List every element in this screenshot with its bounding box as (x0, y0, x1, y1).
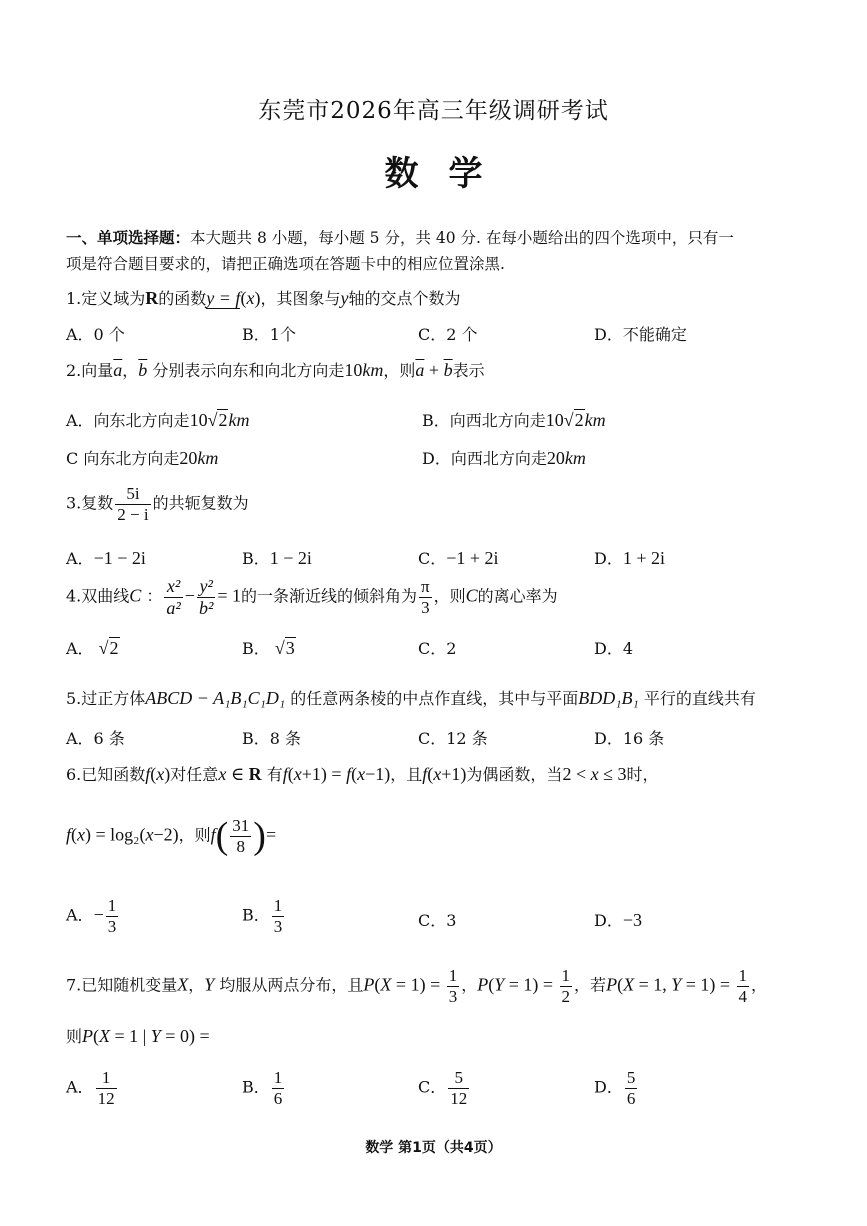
q4-option-a: A． √2 (66, 638, 119, 658)
q5-option-b: B．8 条 (242, 729, 302, 748)
question-1: 1.定义域为R的函数y = f(x)，其图象与y轴的交点个数为 (66, 288, 461, 308)
q4-option-d: D．4 (594, 639, 634, 658)
q3-option-c: C．−1 + 2i (418, 548, 499, 568)
q3-text-pre: 3.复数 (66, 493, 114, 513)
question-7: 7.已知随机变量X，Y 均服从两点分布，且P(X = 1) = $\frac{1}{3}$ ，P(Y = 1) = $\frac{1}{2}$ ，若P(X = 1, Y = 1) = $\frac{1}{4}$ ， (66, 966, 768, 1006)
question-2: 2.向量$\overline{a}$，$\overline{b}$ 分别表示向东和向北方向走10km，则$\overline{a} + \overline{b}$表示 (66, 360, 485, 380)
q6-text-pre: 6.已知函数 (66, 765, 146, 784)
q6-text-mid3: ，且 (390, 765, 423, 784)
q2-option-b: B．向西北方向走10√2km (422, 410, 606, 430)
q4-option-c: C．2 (418, 639, 457, 658)
q6-text-mid4: 为偶函数，当 (466, 765, 563, 784)
q3-option-d: D．1 + 2i (594, 548, 665, 568)
q1-option-b: B．1个 (242, 325, 296, 344)
q7-text-mid: 均服从两点分布，且 (219, 975, 364, 995)
page-footer: 数学 第1页（共4页） (365, 1140, 502, 1156)
q2-text-end: 表示 (452, 361, 485, 380)
question-3 (66, 484, 249, 524)
q3-text-end: 的共轭复数为 (152, 493, 249, 513)
q3-fraction: $\frac{5i}{2 - i}$ (117, 484, 149, 524)
q1-text-mid: 的函数 (158, 289, 207, 308)
q6-text-end: 时， (626, 765, 659, 784)
q4-text-mid2: ，则 (433, 586, 466, 606)
question-5: 5.过正方体ABCD − A₁B₁C₁D₁ 的任意两条棱的中点作直线，其中与平面BDD₁B₁ 平行的直线共有 (66, 688, 756, 708)
q3-option-b: B．1 − 2i (242, 548, 312, 568)
q4-text-mid: 的一条渐近线的倾斜角为 (241, 586, 418, 606)
q6-text-line2: ，则 (178, 825, 211, 845)
q6-option-b: B． $\frac{1}{3}$ (242, 896, 283, 936)
section-desc-2: 项是符合题目要求的，请把正确选项在答题卡中的相应位置涂黑. (66, 255, 505, 273)
q1-text-pre: 1.定义域为 (66, 289, 146, 308)
q7-text-line2: 则 (66, 1027, 83, 1046)
q7-text-pre: 7.已知随机变量 (66, 975, 178, 995)
q4-text-pre: 4.双曲线 (66, 586, 130, 606)
q4-option-b: B． √3 (242, 638, 295, 658)
q2-option-d: D．向西北方向走20km (422, 448, 586, 468)
q5-text-pre: 5.过正方体 (66, 689, 146, 708)
q7-option-d: D． $\frac{5}{6}$ (594, 1068, 636, 1108)
q2-text-mid: 分别表示向东和向北方向走 (152, 361, 345, 380)
question-6: 6.已知函数f(x)对任意x ∈ R 有f(x+1) = f(x−1)，且f(x+1)为偶函数，当2 < x ≤ 3时， (66, 764, 659, 784)
q2-text-pre: 2.向量 (66, 361, 114, 380)
q2-option-c: C 向东北方向走20km (66, 448, 219, 468)
q6-option-c: C．3 (418, 911, 457, 930)
q5-text-end: 平行的直线共有 (643, 689, 756, 708)
q1-option-c: C．2 个 (418, 325, 478, 344)
q1-option-a: A．0 个 (66, 325, 125, 344)
q6-option-d: D．−3 (594, 910, 642, 930)
q5-option-c: C．12 条 (418, 729, 488, 748)
q1-text-end: 轴的交点个数为 (348, 289, 461, 308)
q7-option-b: B． $\frac{1}{6}$ (242, 1068, 283, 1108)
q7-text-mid2: ，若 (574, 975, 607, 995)
q3-option-a: A．−1 − 2i (66, 548, 146, 568)
q5-text-mid: 的任意两条棱的中点作直线，其中与平面 (290, 689, 579, 708)
q4-text-end: 的离心率为 (477, 586, 558, 606)
question-4: 4.双曲线C ： $\frac{\text{x²}}{\text{a²}}$ − $\frac{\text{y²}}{\text{b²}}$ = 1的一条渐近线的倾斜角为 $\frac{\pi}{3}$ ，则C的离心率为 (66, 576, 558, 618)
q1-option-d: D．不能确定 (594, 325, 687, 344)
q1-text-post: ，其图象与 (260, 289, 341, 308)
q2-text-mid2: ，则 (383, 361, 416, 380)
q2-option-a: A．向东北方向走10√2km (66, 410, 250, 430)
q5-option-d: D．16 条 (594, 729, 665, 748)
exam-title: 东莞市2026年高三年级调研考试 (258, 98, 609, 124)
q6-text-mid: 对任意 (170, 765, 219, 784)
q6-option-a: A．− $\frac{1}{3}$ (66, 896, 117, 936)
q7-option-a: A． $\frac{1}{12}$ (66, 1068, 115, 1108)
q7-option-c: C． $\frac{5}{12}$ (418, 1068, 468, 1108)
section-intro-line-2 (66, 252, 505, 274)
q5-option-a: A．6 条 (66, 729, 125, 748)
question-7-line-2: 则P(X = 1 | Y = 0) = (66, 1026, 210, 1046)
exam-subject: 数学 (384, 154, 513, 194)
section-desc-1: 本大题共 8 小题，每小题 5 分，共 40 分. 在每小题给出的四个选项中，只有一 (190, 229, 734, 247)
section-heading: 一、单项选择题： (66, 229, 191, 247)
section-intro-line-1 (66, 226, 734, 248)
q6-text-mid2: 有 (266, 765, 283, 784)
question-6-line-2: f(x) = log₂(x−2)，则f( $\frac{31}{8}$ )= (66, 815, 277, 857)
